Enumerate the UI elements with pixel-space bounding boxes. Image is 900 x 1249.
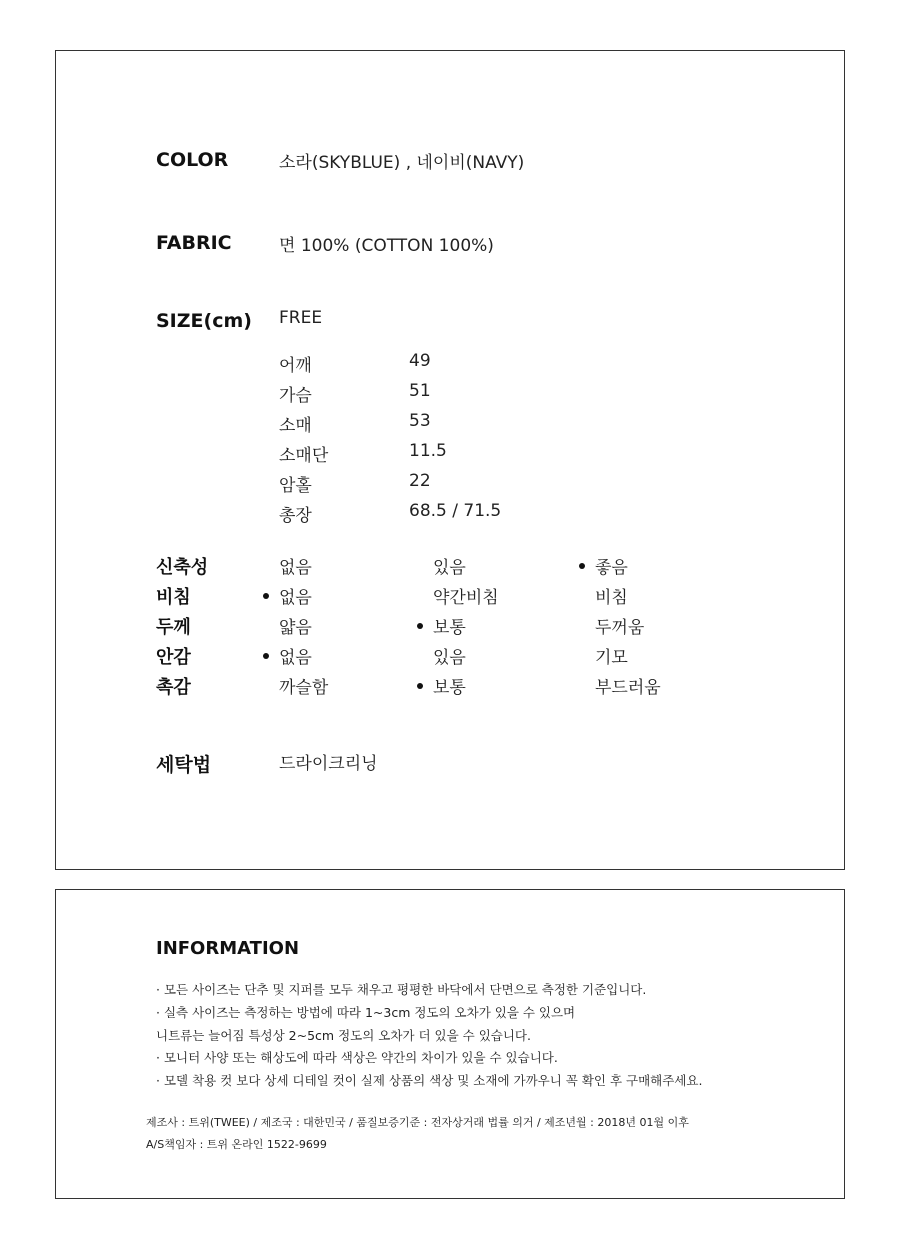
size-row-label: 총장 xyxy=(279,506,312,526)
attribute-option: 얇음 xyxy=(279,618,312,638)
info-line: · 실측 사이즈는 측정하는 방법에 따라 1~3cm 정도의 오차가 있을 수 있으며 xyxy=(156,1005,576,1020)
attribute-label: 두께 xyxy=(156,617,191,638)
selected-bullet-icon xyxy=(263,593,269,599)
color-label: COLOR xyxy=(156,149,229,171)
attribute-label: 촉감 xyxy=(156,677,191,698)
attribute-option: 있음 xyxy=(433,648,466,668)
size-row-label: 암홀 xyxy=(279,476,312,496)
fabric-label: FABRIC xyxy=(156,232,232,254)
information-panel xyxy=(55,889,845,1199)
manufacturer-info: 제조사 : 트위(TWEE) / 제조국 : 대한민국 / 품질보증기준 : 전자상거래 법률 의거 / 제조년월 : 2018년 01월 이후 xyxy=(146,1116,689,1129)
attribute-label: 신축성 xyxy=(156,557,209,578)
color-value: 소라(SKYBLUE) , 네이비(NAVY) xyxy=(279,153,525,173)
selected-bullet-icon xyxy=(579,563,585,569)
info-line: · 모든 사이즈는 단추 및 지퍼를 모두 채우고 평평한 바닥에서 단면으로 측정한 기준입니다. xyxy=(156,982,647,997)
size-row-label: 소매단 xyxy=(279,446,329,466)
size-row-label: 소매 xyxy=(279,416,312,436)
size-row-value: 51 xyxy=(409,381,431,401)
attribute-option: 부드러움 xyxy=(595,678,661,698)
washing-value: 드라이크리닝 xyxy=(279,754,378,774)
attribute-option: 기모 xyxy=(595,648,628,668)
size-row-label: 가슴 xyxy=(279,386,312,406)
attribute-option: 없음 xyxy=(279,588,312,608)
size-row-value: 49 xyxy=(409,351,431,371)
selected-bullet-icon xyxy=(417,683,423,689)
attribute-option: 약간비침 xyxy=(433,588,499,608)
size-row-label: 어깨 xyxy=(279,356,312,376)
info-line: · 모니터 사양 또는 해상도에 따라 색상은 약간의 차이가 있을 수 있습니다. xyxy=(156,1050,558,1065)
attribute-label: 비침 xyxy=(156,587,191,608)
size-row-value: 53 xyxy=(409,411,431,431)
attribute-option: 없음 xyxy=(279,558,312,578)
attribute-option: 두꺼움 xyxy=(595,618,645,638)
attribute-option: 보통 xyxy=(433,678,466,698)
as-contact-info: A/S책임자 : 트위 온라인 1522-9699 xyxy=(146,1138,327,1151)
product-spec-panel xyxy=(55,50,845,870)
attribute-label: 안감 xyxy=(156,647,191,668)
attribute-option: 있음 xyxy=(433,558,466,578)
size-value: FREE xyxy=(279,308,323,328)
attribute-option: 보통 xyxy=(433,618,466,638)
selected-bullet-icon xyxy=(263,653,269,659)
size-row-value: 11.5 xyxy=(409,441,447,461)
attribute-option: 좋음 xyxy=(595,558,628,578)
attribute-option: 까슬함 xyxy=(279,678,329,698)
size-label: SIZE(cm) xyxy=(156,310,252,332)
washing-label: 세탁법 xyxy=(156,754,212,776)
size-row-value: 68.5 / 71.5 xyxy=(409,501,502,521)
selected-bullet-icon xyxy=(417,623,423,629)
fabric-value: 면 100% (COTTON 100%) xyxy=(279,236,494,256)
info-line: · 모델 착용 컷 보다 상세 디테일 컷이 실제 상품의 색상 및 소재에 가까우니 꼭 확인 후 구매해주세요. xyxy=(156,1073,703,1088)
size-row-value: 22 xyxy=(409,471,431,491)
attribute-option: 없음 xyxy=(279,648,312,668)
info-line: 니트류는 늘어짐 특성상 2~5cm 정도의 오차가 더 있을 수 있습니다. xyxy=(156,1028,531,1043)
attribute-option: 비침 xyxy=(595,588,628,608)
information-title: INFORMATION xyxy=(156,938,300,959)
